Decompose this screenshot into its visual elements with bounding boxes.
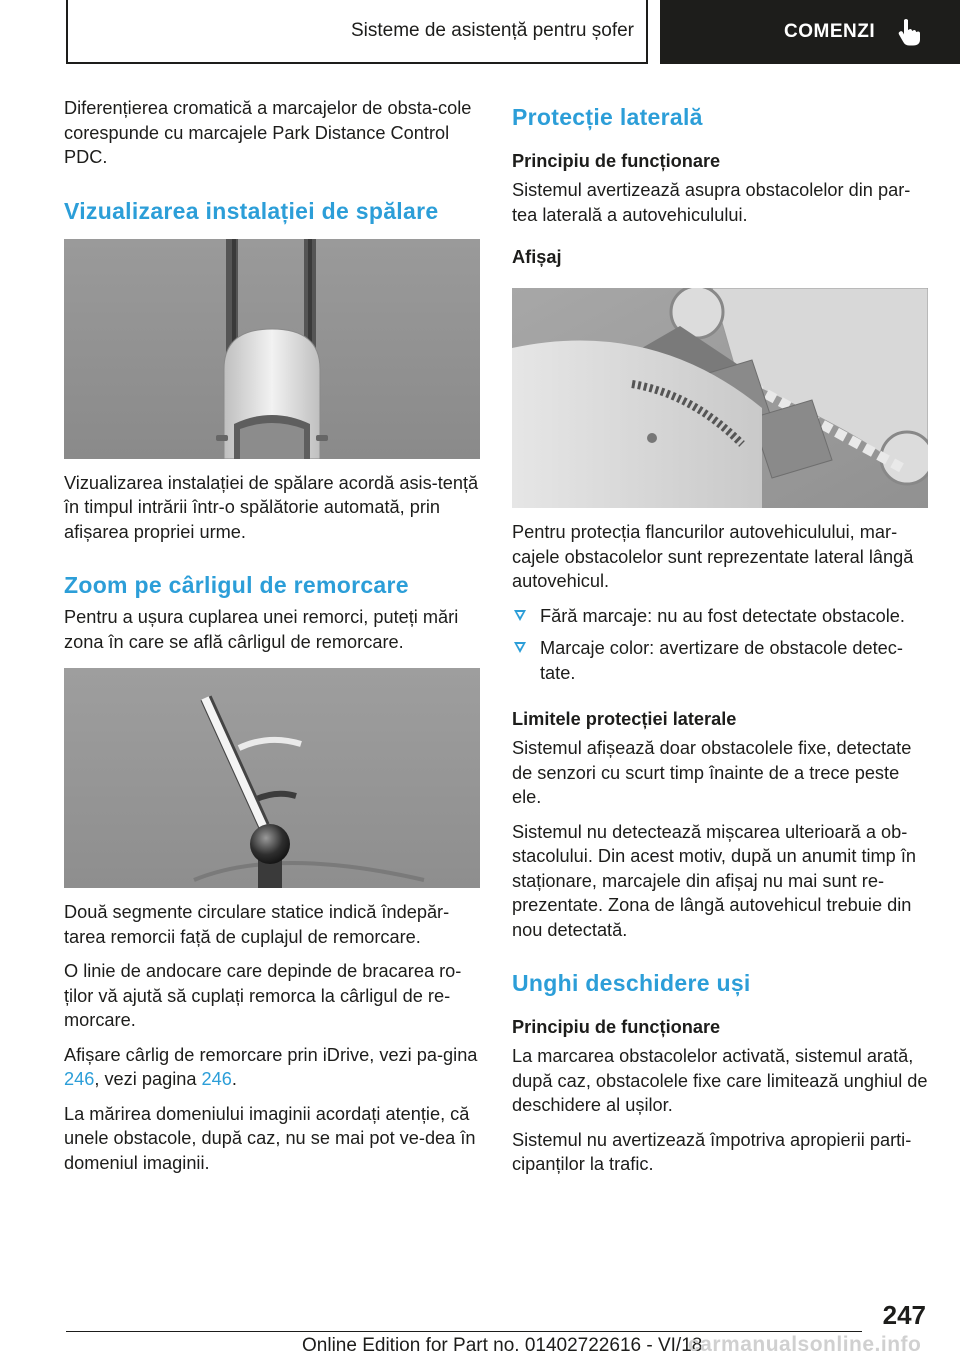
section-title: Sisteme de asistență pentru șofer [350,20,634,41]
marking-list [512,604,930,686]
wash-paragraph: Vizualizarea instalației de spălare acordă asis-tență în timpul intrării într-o spălătorie automată, prin afișarea propriei urme. [64,472,479,542]
side-protection-display-image [512,288,928,508]
pointing-hand-icon [897,18,923,46]
docking-paragraph: O linie de andocare care depinde de bracarea ro-ților vă ajută să cuplați remorca la cârligul de re-morcare. [64,961,462,1030]
page-link-246[interactable]: 246 [64,1069,95,1089]
heading-wash-view: Vizualizarea instalației de spălare [64,197,439,224]
list-item [512,636,930,685]
left-column [64,96,482,1185]
watermark-logo: carmanualsonline.info [688,1333,922,1356]
zoom-paragraph: Pentru a ușura cuplarea unei remorci, puteți mări zona în care se află cârligul de remorcare. [64,607,459,652]
footer-divider [66,1331,862,1332]
doors-paragraph-2: Sistemul nu avertizează împotriva apropierii parti-cipanților la trafic. [512,1129,912,1174]
chapter-title: COMENZI [784,21,876,42]
heading-principle-2: Principiu de funcționare [512,1017,721,1037]
right-column [512,96,930,1187]
bullet-text: Fără marcaje: nu au fost detectate obstacole. [540,605,905,626]
bullet-text: Marcaje color: avertizare de obstacole detec-tate. [540,638,903,683]
idrive-text-3: . [231,1069,237,1089]
heading-side-protection: Protecție laterală [512,104,703,130]
attention-paragraph: La mărirea domeniului imaginii acordați atenție, că unele obstacole, după caz, nu se mai pot ve-dea în domeniul imaginii. [64,1103,476,1173]
heading-principle: Principiu de funcționare [512,151,721,171]
idrive-paragraph [64,1043,482,1092]
idrive-text: Afișare cârlig de remorcare prin iDrive, vezi pa-gina [64,1044,478,1065]
flanks-paragraph: Pentru protecția flancurilor autovehiculului, mar-cajele obstacolelor sunt reprezentate lateral lângă autovehicul. [512,522,914,591]
heading-hitch-zoom: Zoom pe cârligul de remorcare [64,572,409,598]
trailer-hitch-zoom-image [64,668,480,888]
header-chapter-tab[interactable] [660,0,960,64]
limits-paragraph-2: Sistemul nu detectează mișcarea ulterioară a ob-stacolului. Din acest motiv, după un anumit timp în staționare, marcajele din afișaj nu mai sunt re-prezentate. Zona de lângă autovehicul trebuie din nou detectată. [512,821,917,940]
footer-edition: Online Edition for Part no. 01402722616 - VI/18 [302,1335,703,1356]
bullet-triangle-icon [514,610,526,621]
intro-paragraph: Diferențierea cromatică a marcajelor de obsta-cole corespunde cu marcajele Park Distance Control PDC. [64,98,472,167]
page-number: 247 [882,1300,926,1330]
principle-paragraph: Sistemul avertizează asupra obstacolelor din par-tea laterală a autovehiculului. [512,180,911,225]
page-link-246-second[interactable]: 246 [201,1069,232,1089]
idrive-text-2: , vezi pagina [94,1069,202,1089]
segments-paragraph: Două segmente circulare statice indică îndepăr-tarea remorcii față de cuplajul de remorcare. [64,902,450,947]
doors-paragraph-1: La marcarea obstacolelor activată, sistemul arată, după caz, obstacolele fixe care limitează unghiul de deschidere al ușilor. [512,1046,928,1115]
heading-display: Afișaj [512,247,562,267]
heading-limits: Limitele protecției laterale [512,709,737,729]
bullet-triangle-icon [514,642,526,653]
list-item [512,604,930,629]
car-wash-view-image [64,239,480,459]
header-section-tab [66,0,648,64]
heading-door-angle: Unghi deschidere uși [512,970,751,996]
limits-paragraph-1: Sistemul afișează doar obstacolele fixe, detectate de senzori cu scurt timp înainte de a trece peste ele. [512,738,912,807]
